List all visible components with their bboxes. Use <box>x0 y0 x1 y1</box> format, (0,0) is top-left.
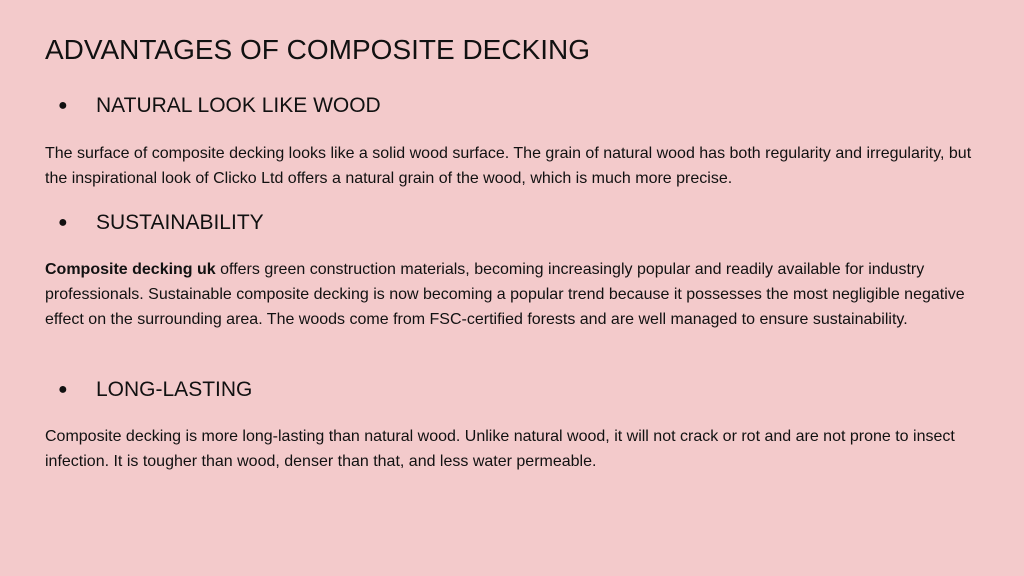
section-heading-long-lasting <box>58 378 252 402</box>
section-paragraph-natural-look <box>45 141 985 191</box>
section-heading-label: NATURAL LOOK LIKE WOOD <box>96 94 381 117</box>
page-title: ADVANTAGES OF COMPOSITE DECKING <box>45 34 591 65</box>
section-heading-natural-look <box>58 94 381 118</box>
section-heading-sustainability <box>58 211 264 235</box>
bullet-icon: ● <box>58 97 68 114</box>
bold-lead-text: Composite decking uk <box>45 261 216 278</box>
bullet-icon: ● <box>58 214 68 231</box>
paragraph-text: offers green construction materials, becoming increasingly popular and readily available for industry professionals. Sustainable composite decking is now becoming a popular trend because it possesses the most negligible negative effect on the surrounding area. The woods come from FSC-certified forests and are well managed to ensure sustainability. <box>45 261 965 328</box>
section-paragraph-sustainability <box>45 257 985 332</box>
section-heading-label: LONG-LASTING <box>96 378 253 401</box>
bullet-icon: ● <box>58 381 68 398</box>
section-paragraph-long-lasting <box>45 424 985 474</box>
paragraph-text: Composite decking is more long-lasting than natural wood. Unlike natural wood, it will not crack or rot and are not prone to insect infection. It is tougher than wood, denser than that, and less water permeable. <box>45 428 955 470</box>
section-heading-label: SUSTAINABILITY <box>96 211 264 234</box>
paragraph-text: The surface of composite decking looks like a solid wood surface. The grain of natural wood has both regularity and irregularity, but the inspirational look of Clicko Ltd offers a natural grain of the wood, which is much more precise. <box>45 145 972 187</box>
